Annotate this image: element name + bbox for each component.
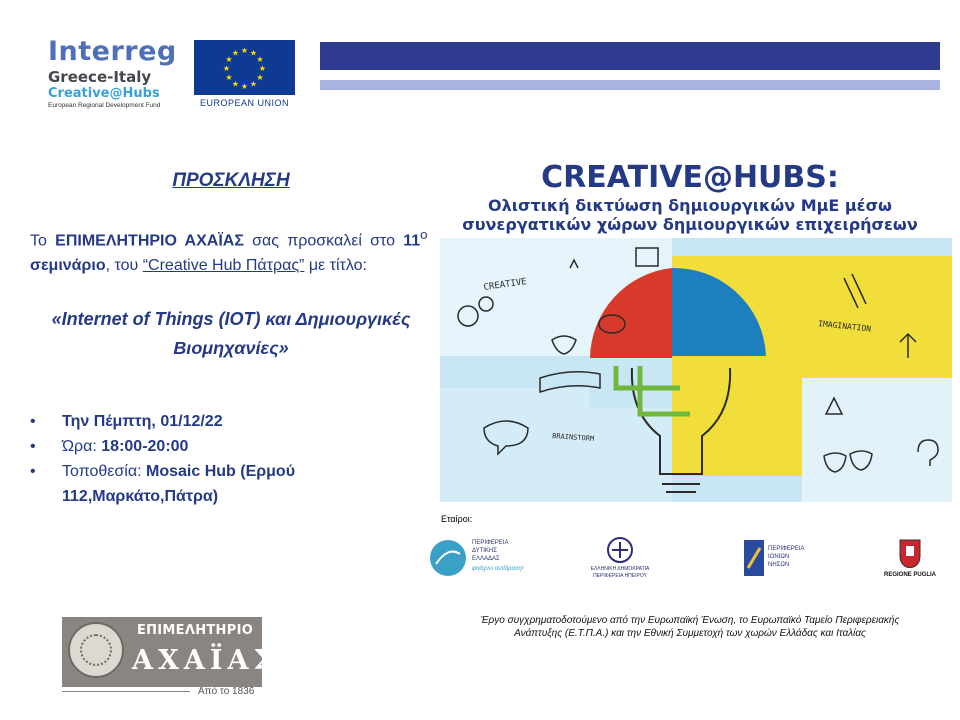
- detail-value: 18:00-20:00: [101, 438, 189, 456]
- svg-text:★: ★: [256, 55, 264, 64]
- svg-text:★: ★: [240, 46, 249, 55]
- seminar-word: σεμινάριο: [30, 257, 106, 275]
- svg-text:★: ★: [231, 79, 240, 89]
- eu-flag-icon: [194, 40, 295, 95]
- puglia-name: REGIONE PUGLIA: [883, 572, 936, 578]
- intro-text: , του: [105, 257, 143, 275]
- chamber-achaia-logo: [62, 617, 278, 700]
- svg-text:★: ★: [225, 55, 233, 64]
- event-location: [30, 459, 432, 509]
- western-greece-line2: ΔΥΤΙΚΗΣ: [472, 548, 497, 554]
- western-greece-line1: ΠΕΡΙΦΕΡΕΙΑ: [472, 540, 509, 546]
- epirus-line1: ΕΛΛΗΝΙΚΗ ΔΗΜΟΚΡΑΤΙΑ: [590, 566, 650, 572]
- interreg-region: Greece-Italy: [48, 68, 152, 86]
- word-imagination: IMAGINATION: [817, 319, 872, 334]
- organizer-name: ΕΠΙΜΕΛΗΤΗΡΙΟ ΑΧΑΪΑΣ: [55, 232, 244, 250]
- svg-text:★: ★: [258, 64, 267, 73]
- epirus-line2: ΠΕΡΙΦΕΡΕΙΑ ΗΠΕΙΡΟΥ: [593, 573, 647, 579]
- project-subtitle-line2: συνεργατικών χώρων δημιουργικών επιχειρήσεων: [462, 215, 918, 234]
- partners-label: Εταίροι:: [441, 514, 473, 524]
- interreg-project: Creative@Hubs: [48, 86, 160, 101]
- intro-text: Το: [30, 232, 56, 250]
- svg-text:★: ★: [225, 73, 233, 82]
- invitation-title: ΠΡΟΣΚΛΗΣΗ: [172, 170, 290, 191]
- western-greece-emblem-icon: [430, 540, 466, 576]
- svg-text:★: ★: [222, 64, 231, 73]
- partner-puglia-logo: [880, 534, 940, 584]
- svg-text:★: ★: [249, 48, 258, 58]
- project-title: CREATIVE@HUBS:: [541, 160, 839, 195]
- intro-text: σας προσκαλεί στο: [243, 232, 404, 250]
- partner-ionian-islands-logo: [742, 534, 812, 584]
- funding-footer: [440, 614, 940, 640]
- word-brainstorm: BRAINSTORM: [551, 432, 595, 443]
- detail-value: Mosaic Hub (Ερμού 112,Μαρκάτο,Πάτρα): [62, 463, 296, 506]
- footer-line2: Ανάπτυξης (Ε.Τ.Π.Α.) και την Εθνική Συμμετοχή των χωρών Ελλάδας και Ιταλίας: [514, 628, 866, 639]
- chamber-divider: [62, 691, 190, 692]
- ionian-line2: ΙΟΝΙΩΝ: [768, 554, 790, 560]
- svg-text:★: ★: [249, 79, 258, 89]
- detail-label: Τοποθεσία:: [62, 463, 146, 481]
- seminar-number: 11: [403, 232, 421, 250]
- western-greece-line3: ΕΛΛΑΔΑΣ: [472, 556, 500, 562]
- chamber-name-line1: ΕΠΙΜΕΛΗΤΗΡΙΟ: [136, 623, 254, 638]
- interreg-fund: European Regional Development Fund: [48, 102, 161, 109]
- panel-yellow-right: [802, 256, 952, 378]
- detail-label: Ώρα:: [62, 438, 102, 456]
- intro-text: με τίτλο:: [304, 257, 367, 275]
- footer-line1: Έργο συγχρηματοδοτούμενο από την Ευρωπαϊκή Ένωση, το Ευρωπαϊκό Ταμείο Περιφερειακής: [480, 615, 900, 626]
- hub-name: “Creative Hub Πάτρας”: [142, 257, 305, 275]
- interreg-wordmark: Interreg: [48, 36, 177, 67]
- eu-label: EUROPEAN UNION: [199, 98, 289, 108]
- ionian-line1: ΠΕΡΙΦΕΡΕΙΑ: [768, 546, 805, 552]
- detail-value: Την Πέμπτη, 01/12/22: [62, 413, 223, 431]
- svg-text:★: ★: [231, 48, 240, 58]
- partner-epirus-logo: [586, 534, 654, 584]
- creative-hubs-illustration: [440, 238, 952, 502]
- chamber-since: Από το 1836: [198, 686, 255, 697]
- western-greece-slogan: φτιάχνει αντίδραση!: [472, 566, 524, 572]
- event-date: [30, 409, 432, 434]
- svg-text:★: ★: [256, 73, 264, 82]
- event-time: [30, 434, 432, 459]
- word-creative: CREATIVE: [483, 277, 528, 293]
- header-bar-light: [320, 80, 940, 90]
- header-bar-dark: [320, 42, 940, 70]
- event-details-list: [30, 409, 432, 509]
- eu-logo: [194, 40, 295, 110]
- interreg-logo: [48, 38, 188, 112]
- invitation-column: [30, 170, 432, 509]
- chamber-name-line2: ΑΧΑΪΑΣ: [132, 645, 278, 676]
- chamber-seal-icon: [68, 622, 124, 678]
- svg-text:★: ★: [240, 82, 249, 91]
- project-heading: [440, 160, 940, 234]
- ionian-line3: ΝΗΣΩΝ: [768, 562, 790, 568]
- seminar-title: «Internet of Things (IOT) και Δημιουργικές Βιομηχανίες»: [51, 309, 411, 359]
- invitation-intro: [30, 222, 432, 278]
- seminar-ordinal: ο: [420, 227, 428, 242]
- project-subtitle-line1: Ολιστική δικτύωση δημιουργικών ΜμΕ μέσω: [488, 196, 892, 215]
- partner-western-greece-logo: [428, 534, 538, 584]
